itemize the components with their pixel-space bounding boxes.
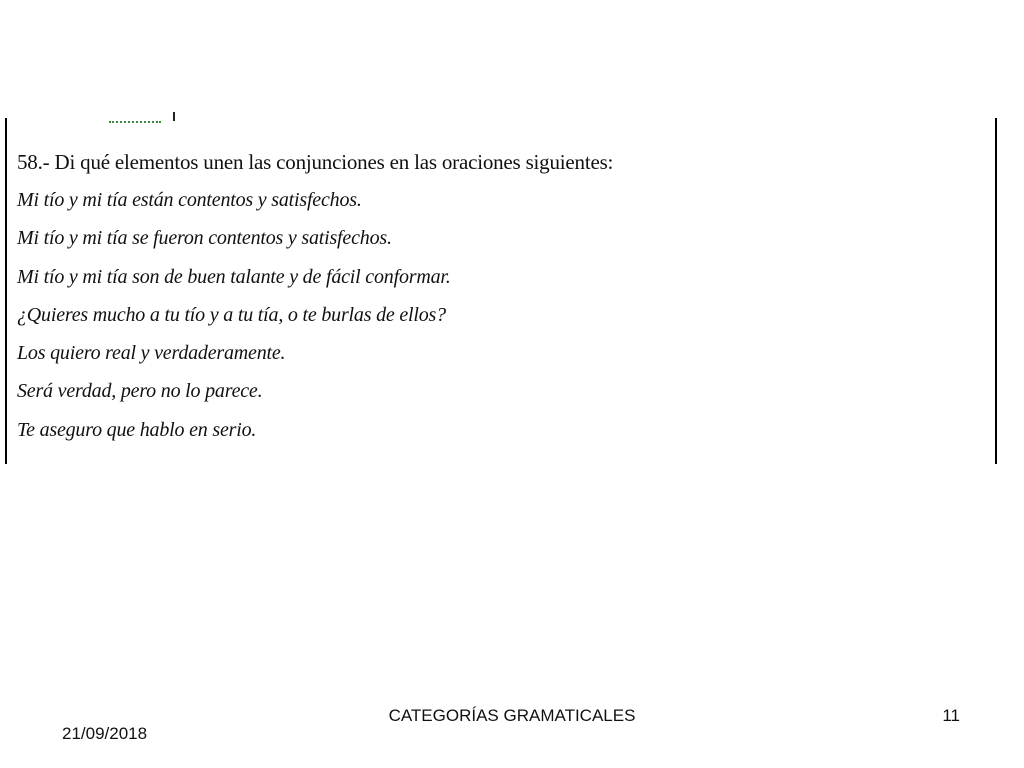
footer-page-number: 11 <box>942 706 960 725</box>
footer-date: 21/09/2018 <box>62 724 148 743</box>
footer-title: CATEGORÍAS GRAMATICALES <box>388 706 636 725</box>
exercise-sentence: Será verdad, pero no lo parece. <box>17 380 263 403</box>
scanned-exercise-image <box>5 110 997 465</box>
exercise-sentence: Los quiero real y verdaderamente. <box>17 342 286 365</box>
scan-right-border <box>995 118 997 464</box>
exercise-sentence-list <box>17 188 451 456</box>
exercise-sentence: Mi tío y mi tía están contentos y satisfechos. <box>17 189 362 211</box>
scan-top-cut-marks <box>109 110 189 124</box>
exercise-sentence: Mi tío y mi tía se fueron contentos y satisfechos. <box>17 227 392 250</box>
cut-tick-mark <box>173 112 175 121</box>
exercise-sentence: ¿Quieres mucho a tu tío y a tu tía, o te burlas de ellos? <box>17 303 446 326</box>
exercise-sentence: Te aseguro que hablo en serio. <box>17 418 257 441</box>
exercise-question: 58.- Di qué elementos unen las conjunciones en las oraciones siguientes: <box>17 150 614 174</box>
exercise-sentence: Mi tío y mi tía son de buen talante y de fácil conformar. <box>17 265 451 288</box>
spellcheck-squiggle-mark <box>109 116 161 123</box>
scan-left-border <box>5 118 7 464</box>
